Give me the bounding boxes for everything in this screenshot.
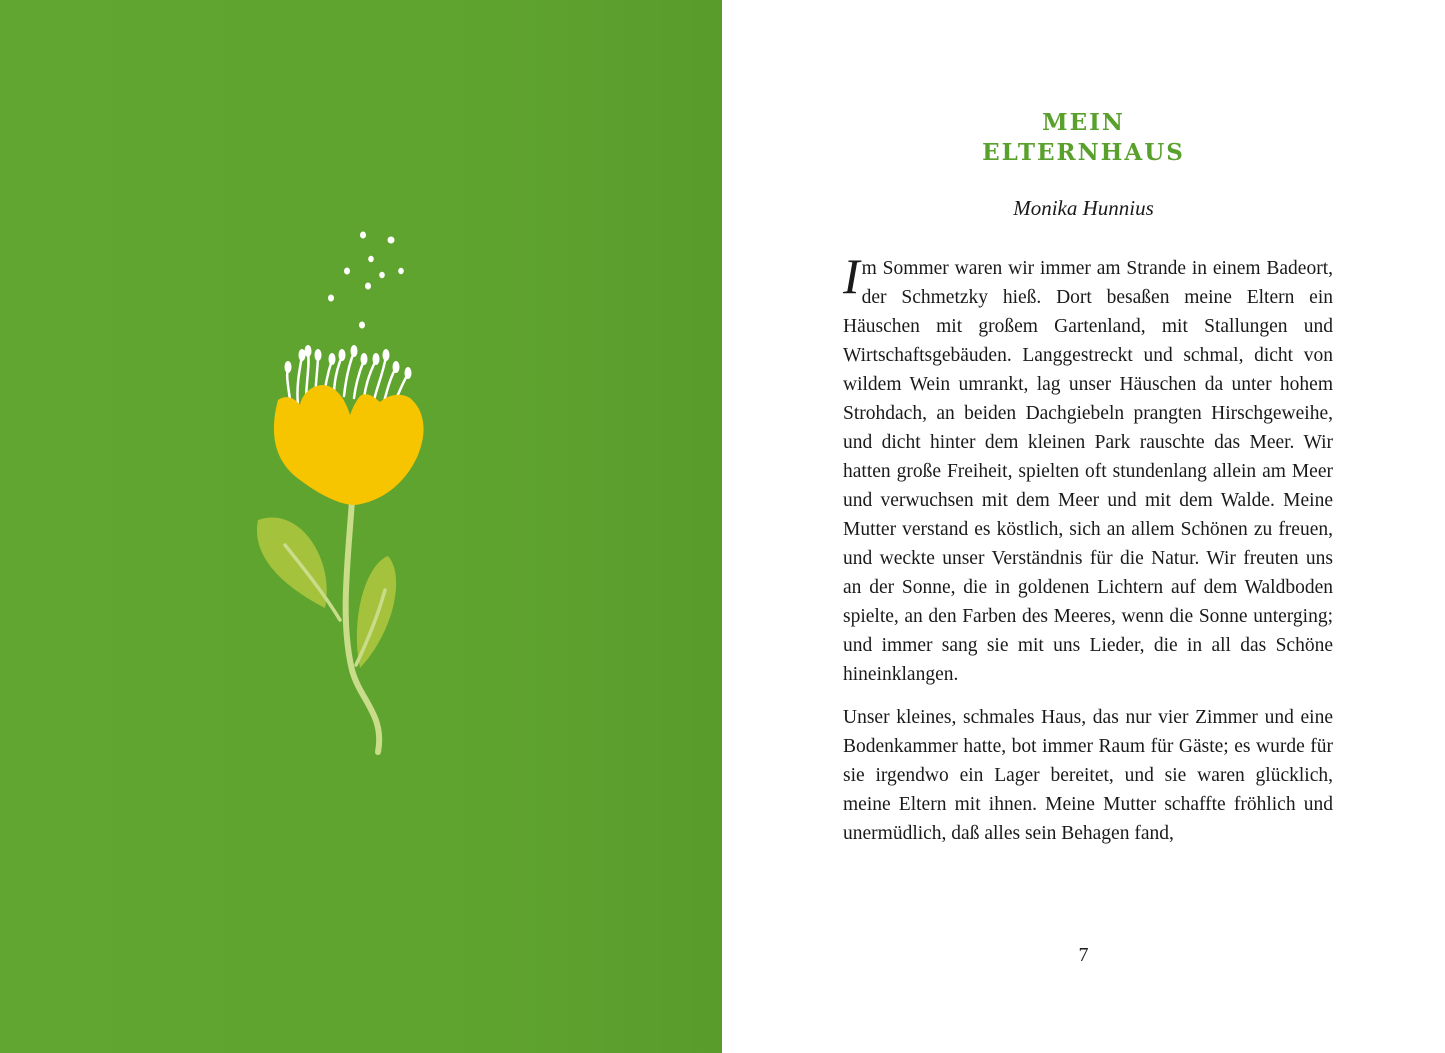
paragraph-1 [843, 248, 1333, 689]
chapter-title [722, 108, 1445, 168]
flower-illustration [0, 0, 722, 1053]
pollen-dots [328, 232, 404, 329]
page-number: 7 [1078, 944, 1089, 966]
chapter-title-line2: ELTERNHAUS [982, 139, 1185, 166]
chapter-title-line1: MEIN [1042, 109, 1125, 136]
paragraph-2: Unser kleines, schmales Haus, das nur vier Zimmer und eine Bodenkammer hatte, bot immer Raum für Gäste; es wurde für sie irgendwo ein Lager bereitet, und sie waren glücklich, meine Eltern mit ihnen. Meine Mutter schaffte fröhlich und unermüdlich, daß alles sein Behagen fand, [843, 707, 1333, 844]
illustration-page [0, 0, 722, 1053]
body-text [843, 248, 1333, 848]
paragraph-1-text: m Sommer waren wir immer am Strande in einem Badeort, der Schmetzky hieß. Dort besaßen meine Eltern ein Häuschen mit großem Gartenland, mit Stallungen und Wirtschaftsgebäuden. Langgestreckt und schmal, dicht von wildem Wein umrankt, lag unser Häuschen da unter hohem Strohdach, an beiden Dachgiebeln prangten Hirschgeweihe, und dicht hinter dem kleinen Park rauschte das Meer. Wir hatten große Freiheit, spielten oft stundenlang allein am Meer und verwuchsen mit dem Meer und mit dem Walde. Meine Mutter verstand es köstlich, sich an allem Schönen zu freuen, und weckte unser Verständnis für die Natur. Wir freuten uns an der Sonne, die in goldenen Lichtern auf dem Waldboden spielte, an den Farben des Meeres, wenn die Sonne unterging; und immer sang sie mit uns Lieder, die in all das Schöne hineinklangen. [843, 258, 1333, 685]
author-name: Monika Hunnius [1013, 196, 1154, 220]
left-leaf [257, 517, 327, 608]
text-page [722, 0, 1445, 1053]
drop-cap: I [843, 248, 860, 304]
flower-head [274, 385, 424, 505]
